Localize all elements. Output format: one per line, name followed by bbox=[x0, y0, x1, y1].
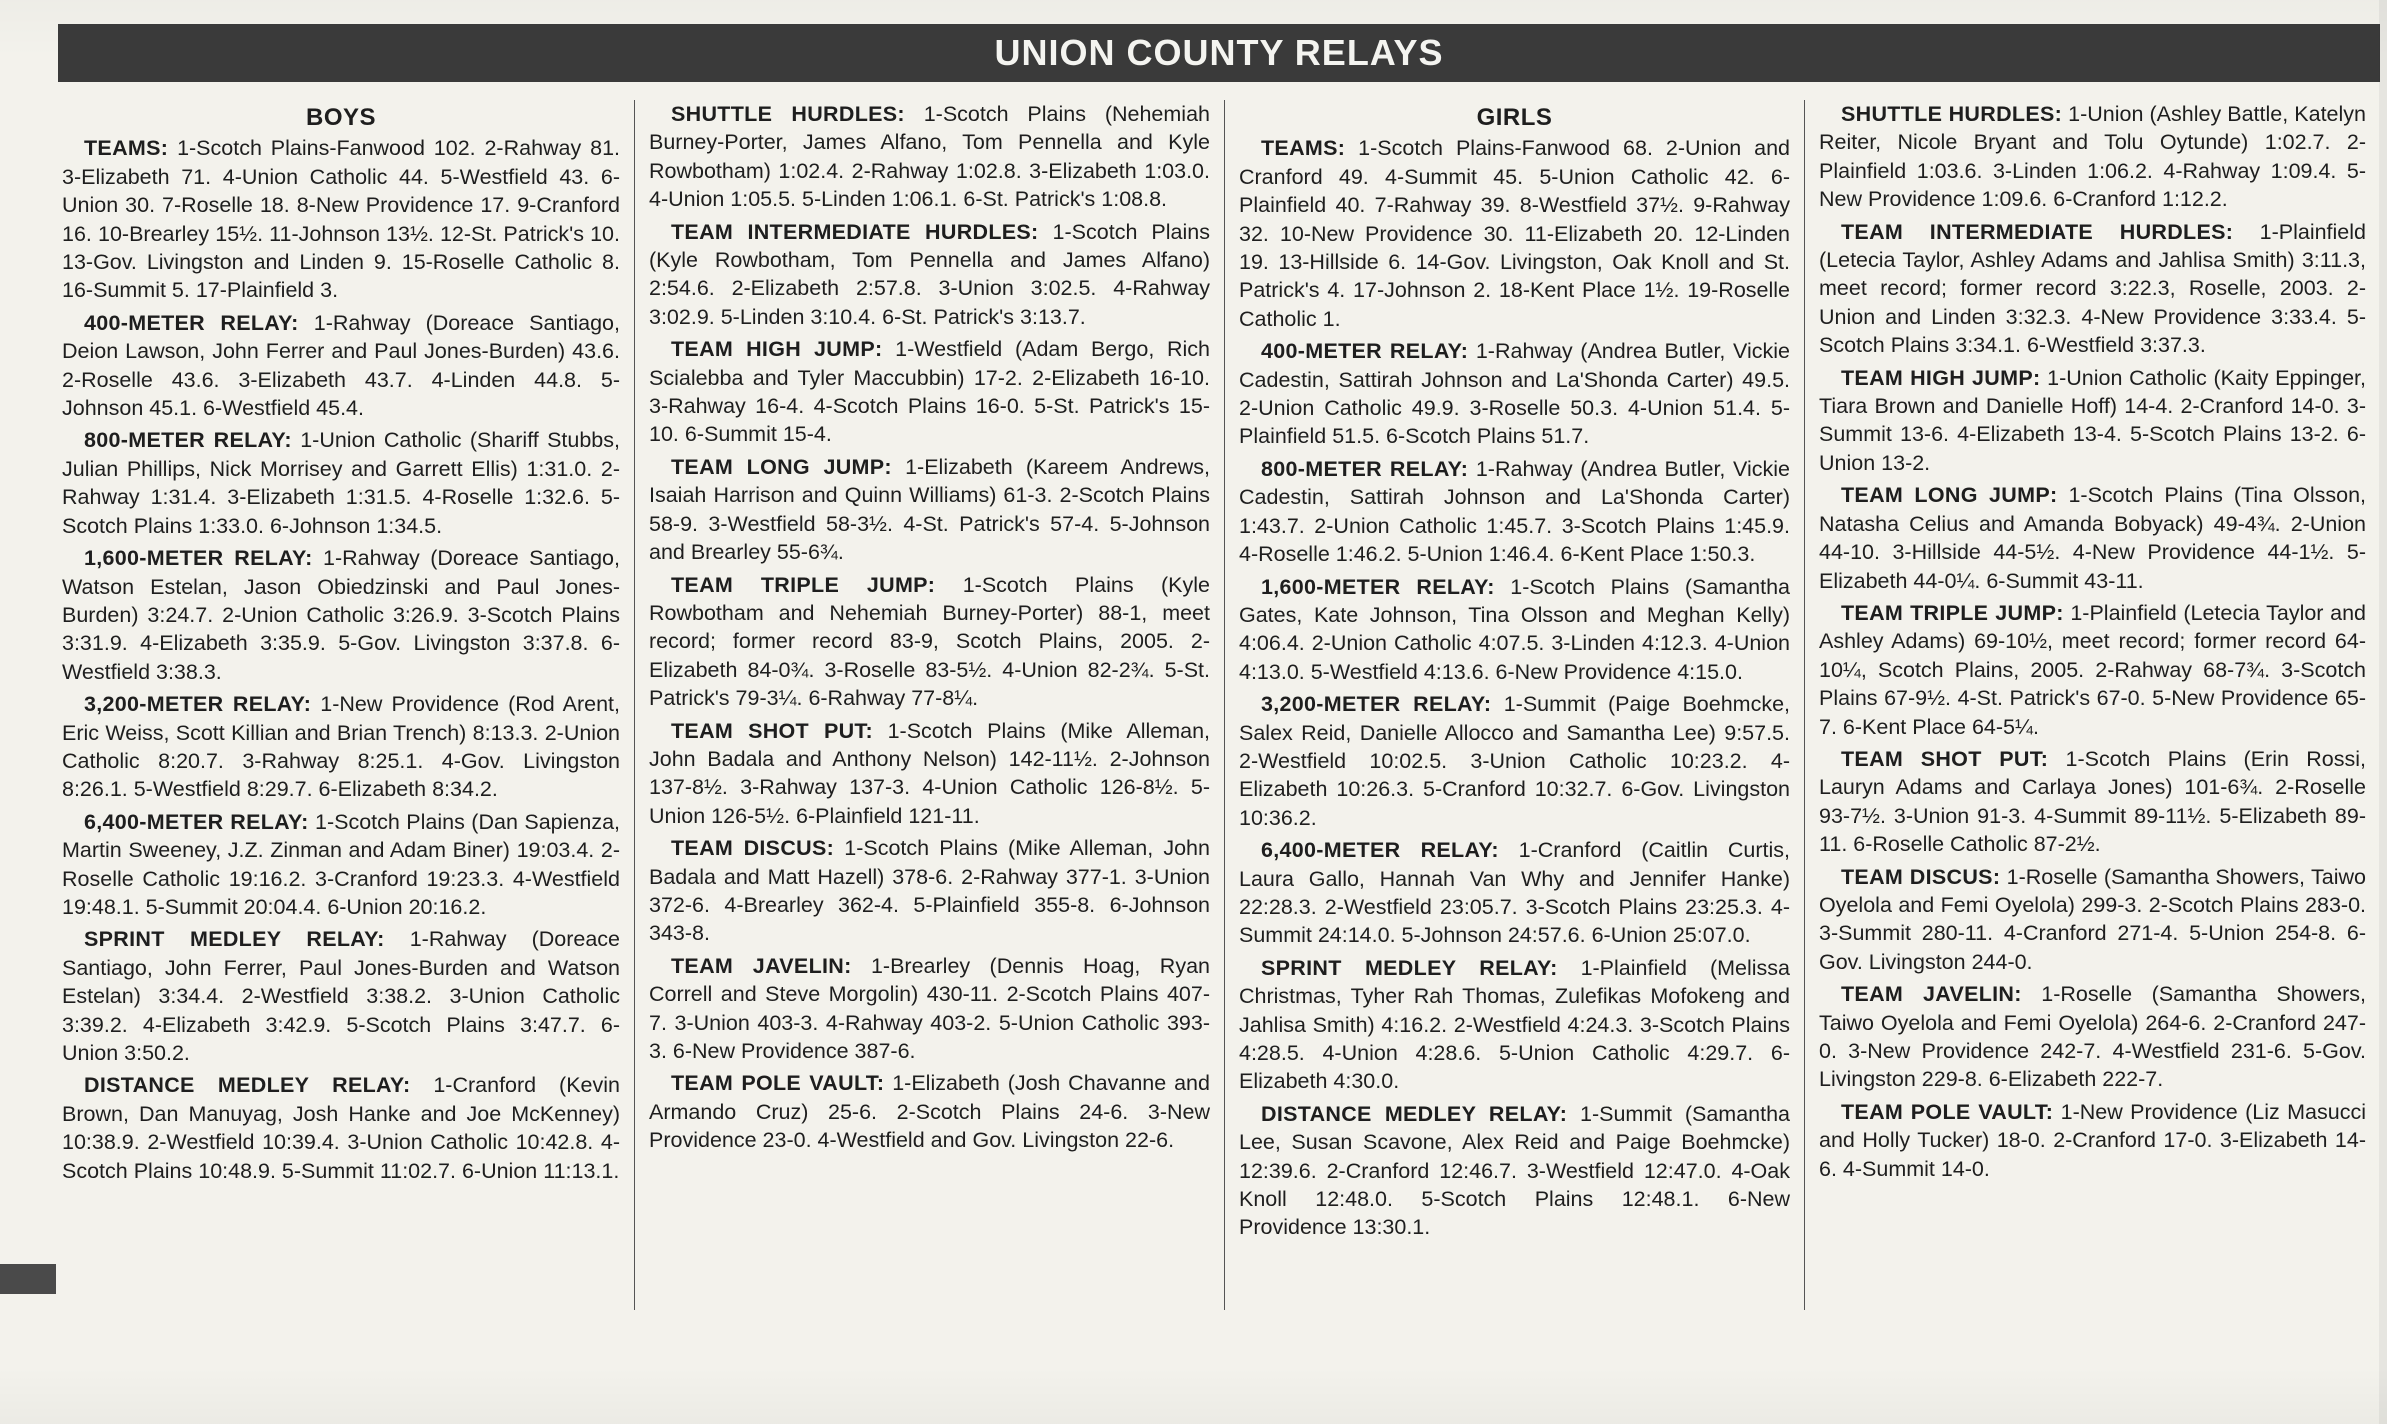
event-results-text: 1-Westfield (Adam Bergo, Rich Scialebba and Tyler Maccubbin) 17-2. 2-Elizabeth 16-10. 3-Rahway 16-4. 4-Scotch Plains 16-0. 5-St. Patrick's 15-10. 6-Summit 15-4. bbox=[649, 337, 1211, 447]
event-list bbox=[1819, 100, 2366, 1183]
event-label: TEAM SHOT PUT: bbox=[1841, 746, 2049, 771]
event-result bbox=[62, 309, 620, 423]
event-results-text: 1-Cranford (Kevin Brown, Dan Manuyag, Josh Hanke and Joe McKenney) 10:38.9. 2-Westfield 10:39.4. 3-Union Catholic 10:42.8. 4-Scotch Plains 10:48.9. 5-Summit 11:02.7. 6-Union 11:13.1. bbox=[62, 1073, 620, 1183]
event-result bbox=[1819, 863, 2366, 977]
event-label: 1,600-METER RELAY: bbox=[84, 546, 313, 571]
event-results-text: 1-Summit (Paige Boehmcke, Salex Reid, Danielle Allocco and Samantha Lee) 9:57.5. 2-Westfield 10:02.5. 3-Union Catholic 10:23.2. 4-Elizabeth 10:26.3. 5-Cranford 10:32.7. 6-Gov. Livingston 10:36.2. bbox=[1239, 692, 1791, 830]
results-columns bbox=[58, 100, 2380, 1310]
event-label: 3,200-METER RELAY: bbox=[1261, 692, 1492, 717]
event-label: 6,400-METER RELAY: bbox=[84, 809, 309, 834]
event-result bbox=[649, 717, 1210, 831]
event-result bbox=[62, 134, 620, 304]
event-results-text: 1-Scotch Plains (Erin Rossi, Lauryn Adams and Carlaya Jones) 101-6¾. 2-Roselle 93-7½. 3-Union 91-3. 4-Summit 89-11½. 5-Elizabeth 89-11. 6-Roselle Catholic 87-2½. bbox=[1819, 746, 2366, 857]
event-results-text: 1-Scotch Plains-Fanwood 68. 2-Union and Cranford 49. 4-Summit 45. 5-Union Catholic 42. 6-Plainfield 40. 7-Rahway 39. 8-Westfield 37½. 9-Rahway 32. 10-New Providence 30. 11-Elizabeth 20. 12-Linden 19. 13-Hillside 6. 14-Gov. Livingston, Oak Knoll and St. Patrick's 4. 17-Johnson 2. 18-Kent Place 1½. 19-Roselle Catholic 1. bbox=[1239, 136, 1790, 331]
column-boys-continued bbox=[634, 100, 1224, 1310]
event-result bbox=[62, 426, 620, 540]
event-label: TEAM LONG JUMP: bbox=[1841, 483, 2058, 508]
column-girls bbox=[1224, 100, 1804, 1310]
event-label: TEAM DISCUS: bbox=[671, 836, 835, 861]
event-results-text: 1-Rahway (Doreace Santiago, Deion Lawson, John Ferrer and Paul Jones-Burden) 43.6. 2-Roselle 43.6. 3-Elizabeth 43.7. 4-Linden 44.8. 5-Johnson 45.1. 6-Westfield 45.4. bbox=[62, 310, 620, 421]
event-label: 1,600-METER RELAY: bbox=[1261, 574, 1495, 599]
event-label: TEAM DISCUS: bbox=[1841, 864, 2001, 889]
event-result bbox=[1239, 836, 1790, 950]
event-results-text: 1-Cranford (Caitlin Curtis, Laura Gallo, Hannah Van Why and Jennifer Hanke) 22:28.3. 2-Westfield 23:05.7. 3-Scotch Plains 23:25.3. 4-Summit 24:14.0. 5-Johnson 24:57.6. 6-Union 25:07.0. bbox=[1239, 838, 1790, 948]
event-results-text: 1-Union Catholic (Shariff Stubbs, Julian Phillips, Nick Morrisey and Garrett Ellis) 1:31.0. 2-Rahway 1:31.4. 3-Elizabeth 1:31.5. 4-Roselle 1:32.6. 5-Scotch Plains 1:33.0. 6-Johnson 1:34.5. bbox=[62, 428, 620, 538]
event-result bbox=[1239, 455, 1790, 569]
page-edge-shadow bbox=[2379, 0, 2387, 1424]
event-label: SHUTTLE HURDLES: bbox=[1841, 102, 2063, 126]
event-results-text: 1-Summit (Samantha Lee, Susan Scavone, Alex Reid and Paige Boehmcke) 12:39.6. 2-Cranford 12:46.7. 3-Westfield 12:47.0. 4-Oak Knoll 12:48.0. 5-Scotch Plains 12:48.1. 6-New Providence 13:30.1. bbox=[1239, 1101, 1790, 1240]
event-results-text: 1-Scotch Plains (Kyle Rowbotham and Nehemiah Burney-Porter) 88-1, meet record; former record 83-9, Scotch Plains, 2005. 2-Elizabeth 84-0¾. 3-Roselle 83-5½. 4-Union 82-2¾. 5-St. Patrick's 79-3¼. 6-Rahway 77-8¼. bbox=[649, 572, 1211, 711]
event-label: TEAM SHOT PUT: bbox=[671, 718, 873, 743]
event-list bbox=[649, 100, 1210, 1155]
event-label: TEAM TRIPLE JUMP: bbox=[671, 572, 936, 597]
event-result bbox=[62, 690, 620, 804]
event-list bbox=[62, 134, 620, 1185]
event-label: TEAMS: bbox=[84, 136, 169, 161]
event-result bbox=[1819, 1098, 2366, 1183]
event-result bbox=[1819, 218, 2366, 360]
event-results-text: 1-Rahway (Doreace Santiago, Watson Estelan, Jason Obiedzinski and Paul Jones-Burden) 3:24.7. 2-Union Catholic 3:26.9. 3-Scotch Plains 3:31.9. 4-Elizabeth 3:35.9. 5-Gov. Livingston 3:37.8. 6-Westfield 3:38.3. bbox=[62, 546, 620, 684]
event-result bbox=[1239, 1100, 1790, 1242]
gutter-mark bbox=[0, 1264, 56, 1294]
event-result bbox=[649, 335, 1210, 449]
section-heading-boys: BOYS bbox=[305, 104, 376, 131]
event-label: SHUTTLE HURDLES: bbox=[671, 102, 905, 126]
event-results-text: 1-Plainfield (Melissa Christmas, Tyher Rah Thomas, Zulefikas Mofokeng and Jahlisa Smith) 4:16.2. 2-Westfield 4:24.3. 3-Scotch Plains 4:28.5. 4-Union 4:28.6. 5-Union Catholic 4:29.7. 6-Elizabeth 4:30.0. bbox=[1239, 955, 1790, 1094]
column-boys bbox=[58, 100, 634, 1310]
page-title: UNION COUNTY RELAYS bbox=[994, 32, 1444, 73]
event-label: TEAM LONG JUMP: bbox=[671, 454, 892, 479]
banner bbox=[58, 24, 2380, 82]
event-result bbox=[1819, 364, 2366, 478]
event-result bbox=[1239, 573, 1790, 687]
event-label: 6,400-METER RELAY: bbox=[1261, 838, 1499, 863]
event-results-text: 1-Scotch Plains (Kyle Rowbotham, Tom Pennella and James Alfano) 2:54.6. 2-Elizabeth 2:57.8. 3-Union 3:02.5. 4-Rahway 3:02.9. 5-Linden 3:10.4. 6-St. Patrick's 3:13.7. bbox=[649, 219, 1210, 329]
event-result bbox=[62, 925, 620, 1067]
event-result bbox=[1239, 134, 1790, 333]
event-result bbox=[1819, 481, 2366, 595]
event-label: 3,200-METER RELAY: bbox=[84, 692, 312, 717]
event-result bbox=[1239, 690, 1790, 832]
event-results-text: 1-Elizabeth (Josh Chavanne and Armando Cruz) 25-6. 2-Scotch Plains 24-6. 3-New Providence 23-0. 4-Westfield and Gov. Livingston 22-6. bbox=[649, 1071, 1210, 1153]
event-result bbox=[649, 571, 1210, 713]
event-label: TEAM JAVELIN: bbox=[671, 953, 852, 978]
event-results-text: 1-Scotch Plains-Fanwood 102. 2-Rahway 81. 3-Elizabeth 71. 4-Union Catholic 44. 5-Westfield 43. 6-Union 30. 7-Roselle 18. 8-New Providence 17. 9-Cranford 16. 10-Brearley 15½. 11-Johnson 13½. 12-St. Patrick's 10. 13-Gov. Livingston and Linden 9. 15-Roselle Catholic 8. 16-Summit 5. 17-Plainfield 3. bbox=[62, 136, 620, 303]
event-results-text: 1-Plainfield (Letecia Taylor and Ashley Adams) 69-10½, meet record; former record 64-10¼, Scotch Plains, 2005. 2-Rahway 68-7¾. 3-Scotch Plains 67-9½. 4-St. Patrick's 67-0. 5-New Providence 65-7. 6-Kent Place 64-5¼. bbox=[1819, 600, 2366, 739]
event-label: SPRINT MEDLEY RELAY: bbox=[84, 927, 385, 952]
event-results-text: 1-Union (Ashley Battle, Katelyn Reiter, Nicole Bryant and Tolu Oytunde) 1:02.7. 2-Plainfield 1:03.6. 3-Linden 1:06.2. 4-Rahway 1:09.4. 5-New Providence 1:09.6. 6-Cranford 1:12.2. bbox=[1819, 102, 2366, 212]
event-label: 400-METER RELAY: bbox=[84, 310, 299, 335]
event-result bbox=[62, 544, 620, 686]
event-results-text: 1-Scotch Plains (Mike Alleman, John Badala and Anthony Nelson) 142-11½. 2-Johnson 137-8½. 3-Rahway 137-3. 4-Union Catholic 126-8½. 5-Union 126-5½. 6-Plainfield 121-11. bbox=[649, 718, 1210, 828]
event-label: TEAM JAVELIN: bbox=[1841, 982, 2022, 1007]
event-label: DISTANCE MEDLEY RELAY: bbox=[84, 1073, 411, 1098]
event-results-text: 1-Roselle (Samantha Showers, Taiwo Oyelola and Femi Oyelola) 299-3. 2-Scotch Plains 283-0. 3-Summit 280-11. 4-Cranford 271-4. 5-Union 254-8. 6-Gov. Livingston 244-0. bbox=[1819, 864, 2366, 974]
event-label: TEAM INTERMEDIATE HURDLES: bbox=[1841, 219, 2234, 244]
event-result bbox=[1239, 954, 1790, 1096]
event-label: TEAM INTERMEDIATE HURDLES: bbox=[671, 219, 1039, 244]
event-results-text: 1-Scotch Plains (Tina Olsson, Natasha Celius and Amanda Bobyack) 49-4¾. 2-Union 44-10. 3-Hillside 44-5½. 4-New Providence 44-1½. 5-Elizabeth 44-0¼. 6-Summit 43-11. bbox=[1819, 483, 2367, 593]
event-result bbox=[649, 952, 1210, 1066]
event-results-text: 1-Scotch Plains (Samantha Gates, Kate Johnson, Tina Olsson and Meghan Kelly) 4:06.4. 2-Union Catholic 4:07.5. 3-Linden 4:12.3. 4-Union 4:13.0. 5-Westfield 4:13.6. 6-New Providence 4:15.0. bbox=[1239, 574, 1790, 684]
event-label: TEAM TRIPLE JUMP: bbox=[1841, 600, 2064, 625]
event-result bbox=[649, 1069, 1210, 1154]
event-results-text: 1-Scotch Plains (Nehemiah Burney-Porter, James Alfano, Tom Pennella and Kyle Rowbotham) 1:02.4. 2-Rahway 1:02.8. 3-Elizabeth 1:03.0. 4-Union 1:05.5. 5-Linden 1:06.1. 6-St. Patrick's 1:08.8. bbox=[649, 102, 1210, 212]
event-results-text: 1-Rahway (Andrea Butler, Vickie Cadestin, Sattirah Johnson and La'Shonda Carter) 1:43.7. 2-Union Catholic 1:45.7. 3-Scotch Plains 1:45.9. 4-Roselle 1:46.2. 5-Union 1:46.4. 6-Kent Place 1:50.3. bbox=[1239, 456, 1791, 567]
event-result bbox=[62, 1071, 620, 1185]
event-results-text: 1-New Providence (Liz Masucci and Holly Tucker) 18-0. 2-Cranford 17-0. 3-Elizabeth 14-6. 4-Summit 14-0. bbox=[1819, 1099, 2366, 1181]
event-label: TEAMS: bbox=[1261, 136, 1346, 161]
event-label: DISTANCE MEDLEY RELAY: bbox=[1261, 1101, 1568, 1126]
event-label: TEAM POLE VAULT: bbox=[671, 1071, 885, 1096]
event-result bbox=[1819, 599, 2366, 741]
event-label: 800-METER RELAY: bbox=[84, 428, 292, 453]
event-label: TEAM POLE VAULT: bbox=[1841, 1099, 2054, 1124]
column-girls-continued bbox=[1804, 100, 2380, 1310]
event-result bbox=[649, 453, 1210, 567]
event-label: TEAM HIGH JUMP: bbox=[1841, 365, 2041, 390]
event-result bbox=[649, 218, 1210, 332]
event-label: SPRINT MEDLEY RELAY: bbox=[1261, 955, 1558, 980]
event-result bbox=[649, 834, 1210, 948]
event-label: 400-METER RELAY: bbox=[1261, 339, 1469, 364]
event-result bbox=[1819, 745, 2366, 859]
section-heading-girls: GIRLS bbox=[1476, 104, 1553, 131]
event-result bbox=[1239, 337, 1790, 451]
event-result bbox=[1819, 100, 2366, 214]
event-results-text: 1-Brearley (Dennis Hoag, Ryan Correll and Steve Morgolin) 430-11. 2-Scotch Plains 407-7. 3-Union 403-3. 4-Rahway 403-2. 5-Union Catholic 393-3. 6-New Providence 387-6. bbox=[649, 953, 1210, 1063]
event-label: 800-METER RELAY: bbox=[1261, 456, 1469, 481]
event-results-text: 1-Roselle (Samantha Showers, Taiwo Oyelola and Femi Oyelola) 264-6. 2-Cranford 247-0. 3-New Providence 242-7. 4-Westfield 231-6. 5-Gov. Livingston 229-8. 6-Elizabeth 222-7. bbox=[1819, 982, 2366, 1092]
event-results-text: 1-Union Catholic (Kaity Eppinger, Tiara Brown and Danielle Hoff) 14-4. 2-Cranford 14-0. 3-Summit 13-6. 4-Elizabeth 13-4. 5-Scotch Plains 13-2. 6-Union 13-2. bbox=[1819, 365, 2367, 475]
event-result bbox=[62, 808, 620, 922]
event-results-text: 1-Plainfield (Letecia Taylor, Ashley Adams and Jahlisa Smith) 3:11.3, meet record; former record 3:22.3, Roselle, 2003. 2-Union and Linden 3:32.3. 4-New Providence 3:33.4. 5-Scotch Plains 3:34.1. 6-Westfield 3:37.3. bbox=[1819, 219, 2366, 358]
event-label: TEAM HIGH JUMP: bbox=[671, 337, 883, 362]
event-results-text: 1-Scotch Plains (Dan Sapienza, Martin Sweeney, J.Z. Zinman and Adam Biner) 19:03.4. 2-Roselle Catholic 19:16.2. 3-Cranford 19:23.3. 4-Westfield 19:48.1. 5-Summit 20:04.4. 6-Union 20:16.2. bbox=[62, 809, 620, 919]
event-result bbox=[1819, 980, 2366, 1094]
event-results-text: 1-Scotch Plains (Mike Alleman, John Badala and Matt Hazell) 378-6. 2-Rahway 377-1. 3-Union 372-6. 4-Brearley 362-4. 5-Plainfield 355-8. 6-Johnson 343-8. bbox=[649, 836, 1210, 946]
event-results-text: 1-Rahway (Doreace Santiago, John Ferrer, Paul Jones-Burden and Watson Estelan) 3:34.4. 2-Westfield 3:38.2. 3-Union Catholic 3:39.2. 4-Elizabeth 3:42.9. 5-Scotch Plains 3:47.7. 6-Union 3:50.2. bbox=[62, 927, 620, 1065]
event-result bbox=[649, 100, 1210, 214]
event-results-text: 1-New Providence (Rod Arent, Eric Weiss, Scott Killian and Brian Trench) 8:13.3. 2-Union Catholic 8:20.7. 3-Rahway 8:25.1. 4-Gov. Livingston 8:26.1. 5-Westfield 8:29.7. 6-Elizabeth 8:34.2. bbox=[62, 692, 620, 802]
event-results-text: 1-Rahway (Andrea Butler, Vickie Cadestin, Sattirah Johnson and La'Shonda Carter) 49.5. 2-Union Catholic 49.9. 3-Roselle 50.3. 4-Union 51.4. 5-Plainfield 51.5. 6-Scotch Plains 51.7. bbox=[1239, 339, 1791, 449]
event-list bbox=[1239, 134, 1790, 1241]
event-results-text: 1-Elizabeth (Kareem Andrews, Isaiah Harrison and Quinn Williams) 61-3. 2-Scotch Plains 58-9. 3-Westfield 58-3½. 4-St. Patrick's 57-4. 5-Johnson and Brearley 55-6¾. bbox=[649, 454, 1210, 565]
